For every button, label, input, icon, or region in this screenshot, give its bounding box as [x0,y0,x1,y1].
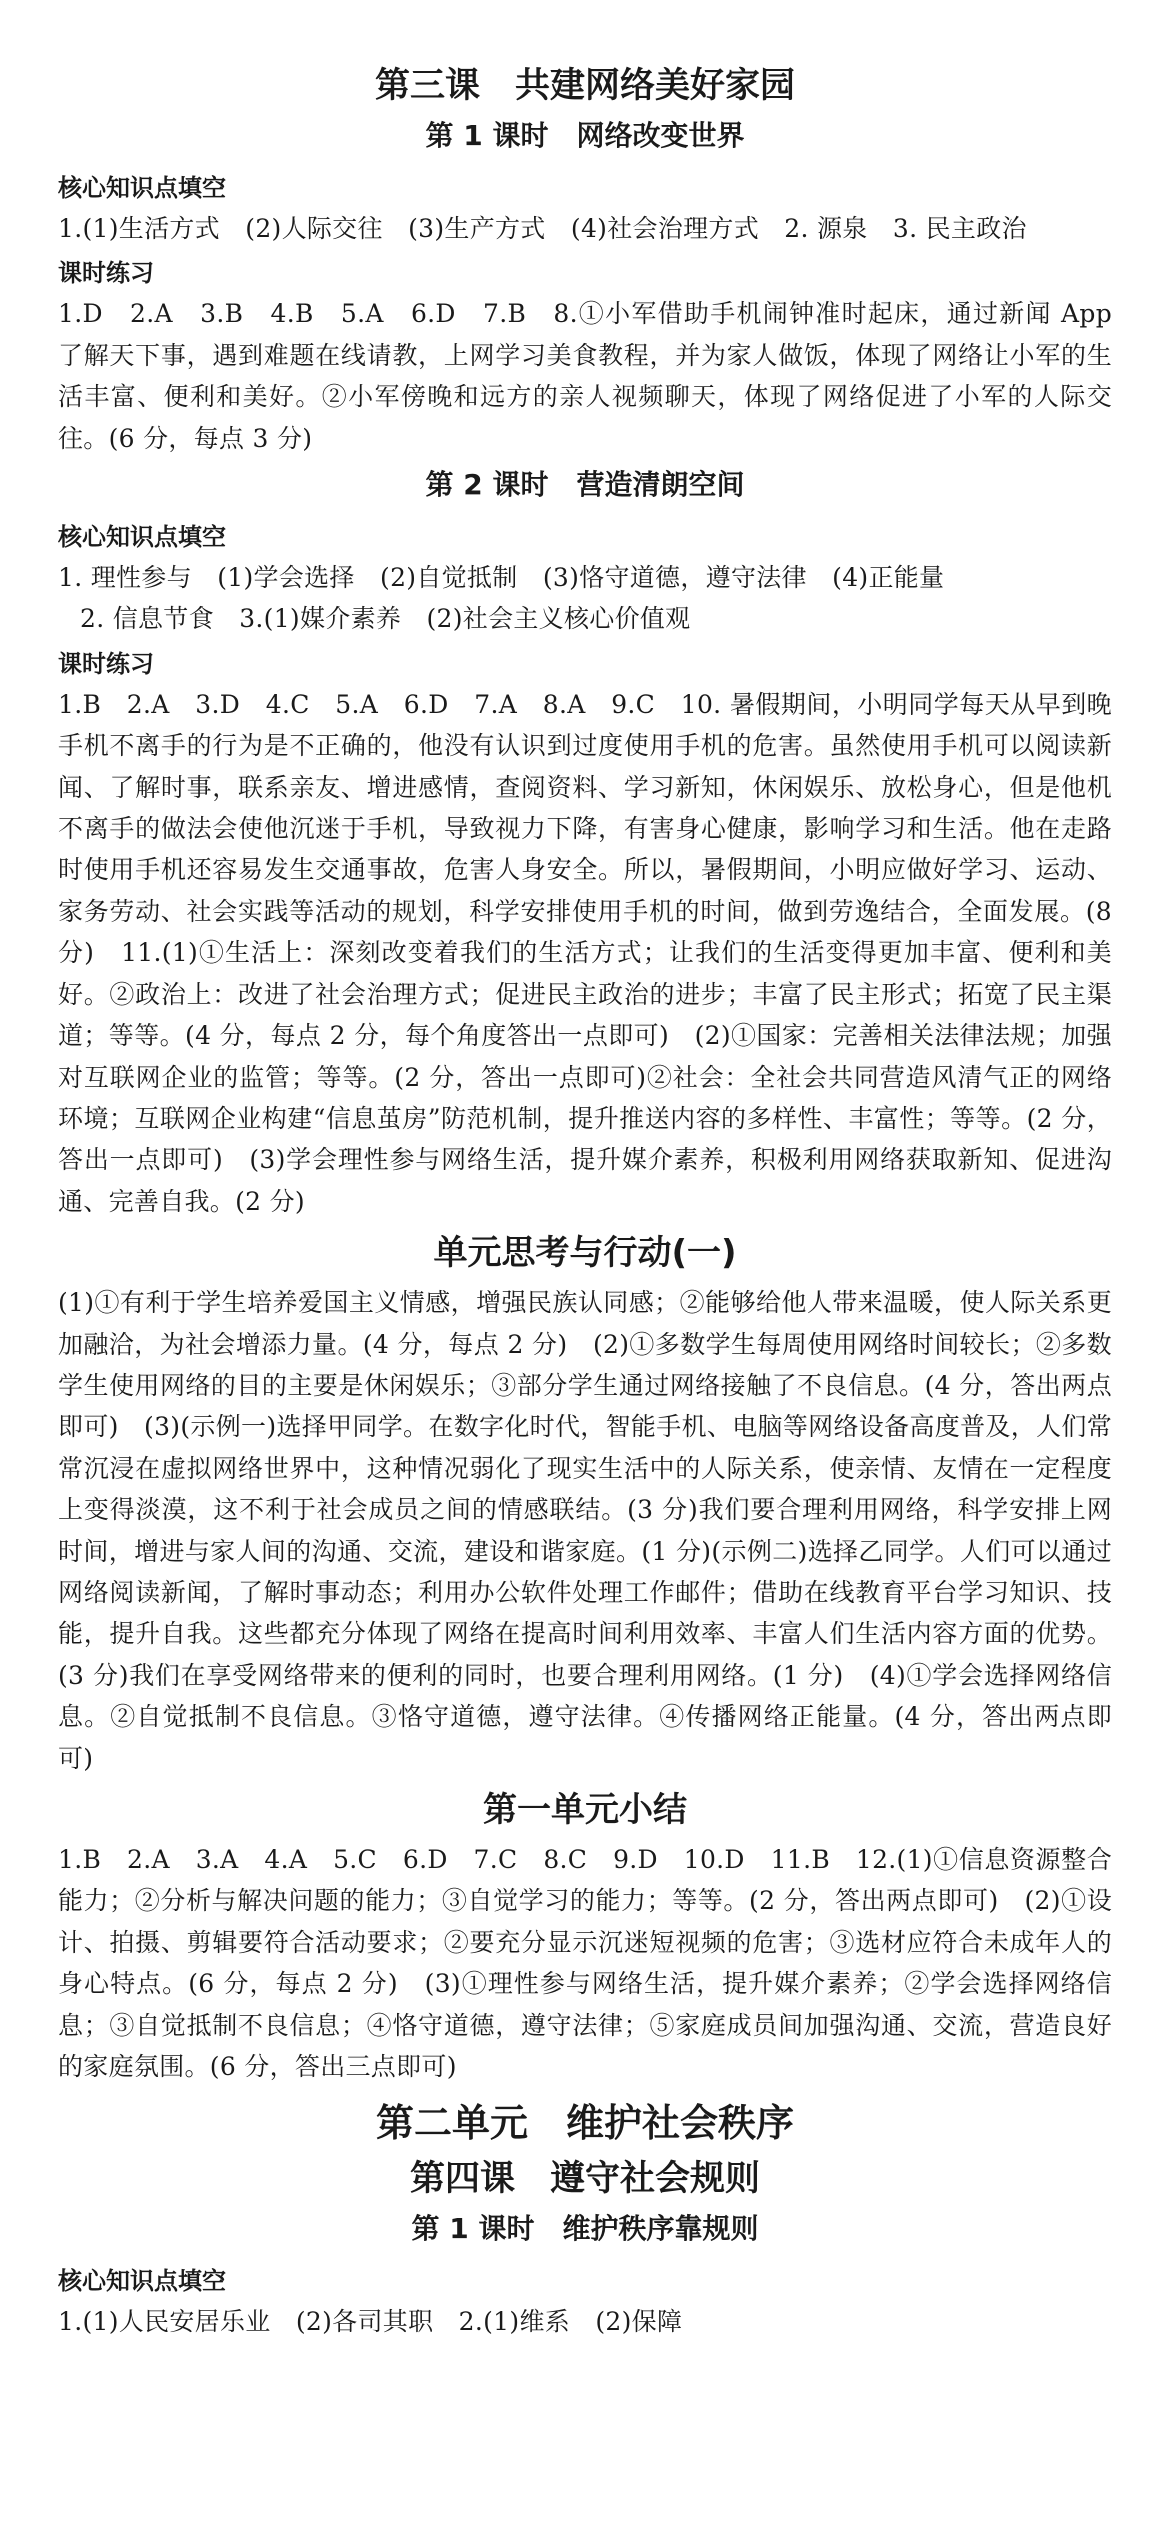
lesson-4-title: 第四课 遵守社会规则 [409,2159,760,2200]
core-knowledge-heading: 核心知识点填空 [58,2267,226,2296]
practice-heading: 课时练习 [58,649,154,678]
unit-reflection-title: 单元思考与行动(一) [433,1233,737,1274]
core-knowledge-answers-line-2: 2. 信息节食 3.(1)媒介素养 (2)社会主义核心价值观 [80,604,691,634]
lesson-4-period-1-title: 第 1 课时 维护秩序靠规则 [411,2212,759,2246]
unit-reflection-answers: (1)①有利于学生培养爱国主义情感，增强民族认同感；②能够给他人带来温暖，使人际关系更加融洽，为社会增添力量。(4 分，每点 2 分) (2)①多数学生每周使用网络时间较长；②多数学生使用网络的目的主要是休闲娱乐；③部分学生通过网络接触了不良信息。(4 分，答出两点即可) (3)(示例一)选择甲同学。在数字化时代，智能手机、电脑等网络设备高度普及，人们常常沉浸在虚拟网络世界中，这种情况弱化了现实生活中的人际关系，使亲情、友情在一定程度上变得淡漠，这不利于社会成员之间的情感联结。(3 分)我们要合理利用网络，科学安排上网时间，增进与家人间的沟通、交流，建设和谐家庭。(1 分)(示例二)选择乙同学。人们可以通过网络阅读新闻，了解时事动态；利用办公软件处理工作邮件；借助在线教育平台学习知识、技能，提升自我。这些都充分体现了网络在提高时间利用效率、丰富人们生活内容方面的优势。(3 分)我们在享受网络带来的便利的同时，也要合理利用网络。(1 分) (4)①学会选择网络信息。②自觉抵制不良信息。③恪守道德，遵守法律。④传播网络正能量。(4 分，答出两点即可) [58,1288,1112,1773]
core-knowledge-answers: 1.(1)生活方式 (2)人际交往 (3)生产方式 (4)社会治理方式 2. 源泉 3. 民主政治 [58,214,1027,243]
unit-summary-title: 第一单元小结 [483,1790,687,1830]
lesson-3-period-2-title: 第 2 课时 营造清朗空间 [425,468,745,502]
lesson-3-period-1-title: 第 1 课时 网络改变世界 [425,119,745,152]
core-knowledge-heading: 核心知识点填空 [58,523,226,552]
core-knowledge-heading: 核心知识点填空 [58,174,226,202]
practice-answers: 1.D 2.A 3.B 4.B 5.A 6.D 7.B 8.①小军借助手机闹钟准时起床，通过新闻 App 了解天下事，遇到难题在线请教，上网学习美食教程，并为家人做饭，体现了网络让小军的生活丰富、便利和美好。②小军傍晚和远方的亲人视频聊天，体现了网络促进了小军的人际交往。(6 分，每点 3 分) [58,299,1112,453]
lesson-3-title: 第三课 共建网络美好家园 [374,66,795,106]
core-knowledge-answers: 1.(1)人民安居乐业 (2)各司其职 2.(1)维系 (2)保障 [58,2307,683,2337]
practice-heading: 课时练习 [58,259,154,288]
unit-2-title: 第二单元 维护社会秩序 [375,2101,794,2146]
core-knowledge-answers-line-1: 1. 理性参与 (1)学会选择 (2)自觉抵制 (3)恪守道德，遵守法律 (4)正能量 [58,563,945,593]
unit-summary-answers: 1.B 2.A 3.A 4.A 5.C 6.D 7.C 8.C 9.D 10.D 11.B 12.(1)①信息资源整合能力；②分析与解决问题的能力；③自觉学习的能力；等等。(2 分，答出两点即可) (2)①设计、拍摄、剪辑要符合活动要求；②要充分显示沉迷短视频的危害；③选材应符合未成年人的身心特点。(6 分，每点 2 分) (3)①理性参与网络生活，提升媒介素养；②学会选择网络信息；③自觉抵制不良信息；④恪守道德，遵守法律；⑤家庭成员间加强沟通、交流，营造良好的家庭氛围。(6 分，答出三点即可) [58,1845,1112,2082]
practice-answers: 1.B 2.A 3.D 4.C 5.A 6.D 7.A 8.A 9.C 10. 暑假期间，小明同学每天从早到晚手机不离手的行为是不正确的，他没有认识到过度使用手机的危害。虽然使用手机可以阅读新闻、了解时事，联系亲友、增进感情，查阅资料、学习新知，休闲娱乐、放松身心，但是他机不离手的做法会使他沉迷于手机，导致视力下降，有害身心健康，影响学习和生活。他在走路时使用手机还容易发生交通事故，危害人身安全。所以，暑假期间，小明应做好学习、运动、家务劳动、社会实践等活动的规划，科学安排使用手机的时间，做到劳逸结合，全面发展。(8 分) 11.(1)①生活上：深刻改变着我们的生活方式；让我们的生活变得更加丰富、便利和美好。②政治上：改进了社会治理方式；促进民主政治的进步；丰富了民主形式；拓宽了民主渠道；等等。(4 分，每点 2 分，每个角度答出一点即可) (2)①国家：完善相关法律法规；加强对互联网企业的监管；等等。(2 分，答出一点即可)②社会：全社会共同营造风清气正的网络环境；互联网企业构建“信息茧房”防范机制，提升推送内容的多样性、丰富性；等等。(2 分，答出一点即可) (3)学会理性参与网络生活，提升媒介素养，积极利用网络获取新知、促进沟通、完善自我。(2 分) [58,689,1112,1216]
